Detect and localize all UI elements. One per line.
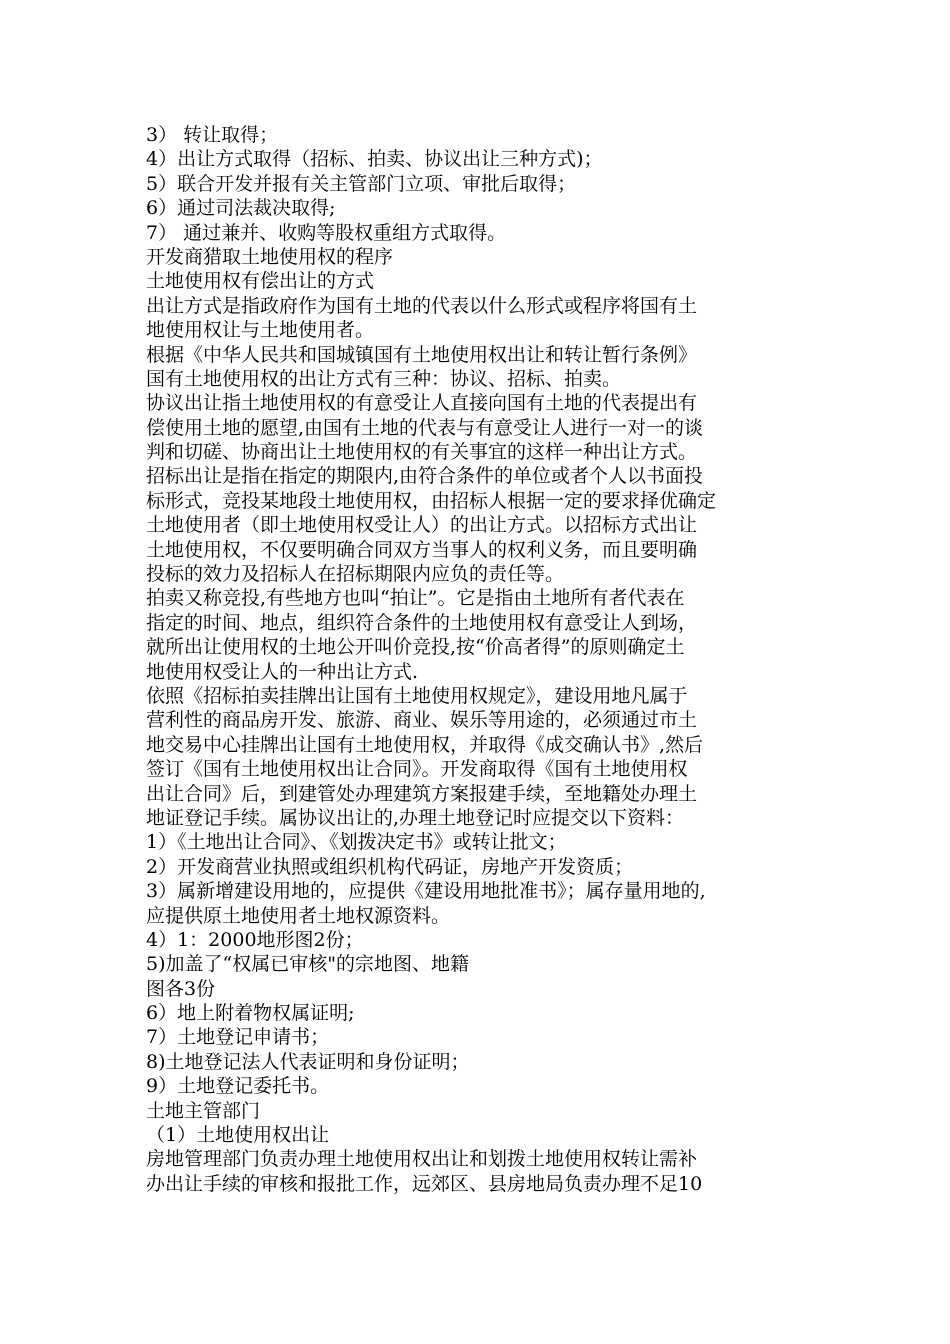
text-line: 投标的效力及招标人在招标期限内应负的责任等。 — [146, 563, 565, 586]
text-line: 标形式，竞投某地段土地使用权，由招标人根据一定的要求择优确定 — [146, 489, 717, 512]
text-line: 3） 转让取得； — [146, 124, 279, 146]
list-item: 3）属新增建设用地的，应提供《建设用地批准书》；属存量用地的, — [146, 880, 706, 903]
text-line: 办出让手续的审核和报批工作，远郊区、县房地局负责办理不足10 — [146, 1172, 703, 1195]
heading-line: 土地主管部门 — [146, 1099, 261, 1122]
text-line: 营利性的商品房开发、旅游、商业、娱乐等用途的，必须通过市土 — [146, 709, 698, 732]
text-line: 6）通过司法裁决取得; — [146, 197, 336, 220]
text-line: 就所出让使用权的土地公开叫价竞投,按“价高者得”的原则确定土 — [146, 636, 685, 659]
text-line: 根据《中华人民共和国城镇国有土地使用权出让和转让暂行条例》 — [146, 343, 698, 366]
text-line: 偿使用土地的愿望,由国有土地的代表与有意受让人进行一对一的谈 — [146, 416, 704, 439]
text-line: 协议出让指土地使用权的有意受让人直接向国有土地的代表提出有 — [146, 392, 698, 415]
text-line: 出让方式是指政府作为国有土地的代表以什么形式或程序将国有土 — [146, 294, 698, 317]
text-line: 地使用权受让人的一种出让方式. — [146, 660, 419, 683]
text-line: 国有土地使用权的出让方式有三种：协议、招标、拍卖。 — [146, 367, 622, 390]
heading-line: 土地使用权有偿出让的方式 — [146, 270, 375, 293]
list-item: 应提供原土地使用者土地权源资料。 — [146, 904, 451, 927]
text-line: 地使用权让与土地使用者。 — [146, 319, 375, 342]
text-line: 地交易中心挂牌出让国有土地使用权，并取得《成交确认书》,然后 — [146, 733, 704, 756]
list-item: 8)土地登记法人代表证明和身份证明； — [146, 1050, 470, 1073]
heading-line: （1）土地使用权出让 — [146, 1124, 330, 1147]
text-line: 5）联合开发并报有关主管部门立项、审批后取得； — [146, 172, 577, 195]
list-item: 1）《土地出让合同》、《划拨决定书》或转让批文； — [146, 831, 567, 854]
list-item: 7）土地登记申请书； — [146, 1026, 330, 1049]
text-line: 指定的时间、地点，组织符合条件的土地使用权有意受让人到场， — [146, 611, 698, 634]
text-line: 拍卖又称竞投,有些地方也叫“拍让”。它是指由土地所有者代表在 — [146, 587, 685, 610]
text-line: 出让合同》后，到建管处办理建筑方案报建手续，至地籍处办理土 — [146, 782, 698, 805]
text-line: 土地使用者（即土地使用权受让人）的出让方式。以招标方式出让 — [146, 514, 698, 537]
document-body — [146, 123, 811, 1196]
text-line: 7） 通过兼并、收购等股权重组方式取得。 — [146, 221, 507, 244]
list-item: 9）土地登记委托书。 — [146, 1075, 330, 1098]
list-item: 2）开发商营业执照或组织机构代码证，房地产开发资质； — [146, 855, 634, 878]
heading-line: 开发商猎取土地使用权的程序 — [146, 245, 394, 268]
text-line: 4）出让方式取得（招标、拍卖、协议出让三种方式)； — [146, 148, 603, 171]
text-line: 招标出让是指在指定的期限内,由符合条件的单位或者个人以书面投 — [146, 465, 704, 488]
list-item: 5)加盖了“权属已审核"的宗地图、地籍 — [146, 953, 469, 976]
list-item: 4）1：2000地形图2份； — [146, 928, 364, 951]
text-line: 签订《国有土地使用权出让合同》。开发商取得《国有土地使用权 — [146, 758, 688, 781]
text-line: 土地使用权，不仅要明确合同双方当事人的权利义务，而且要明确 — [146, 538, 698, 561]
text-line: 地证登记手续。属协议出让的,办理土地登记时应提交以下资料： — [146, 806, 685, 829]
list-item: 6）地上附着物权属证明; — [146, 1002, 355, 1025]
list-item: 图各3份 — [146, 977, 216, 1000]
text-line: 依照《招标拍卖挂牌出让国有土地使用权规定》，建设用地凡属于 — [146, 684, 688, 707]
text-line: 房地管理部门负责办理土地使用权出让和划拨土地使用权转让需补 — [146, 1148, 698, 1171]
text-line: 判和切磋、协商出让土地使用权的有关事宜的这样一种出让方式。 — [146, 441, 698, 464]
